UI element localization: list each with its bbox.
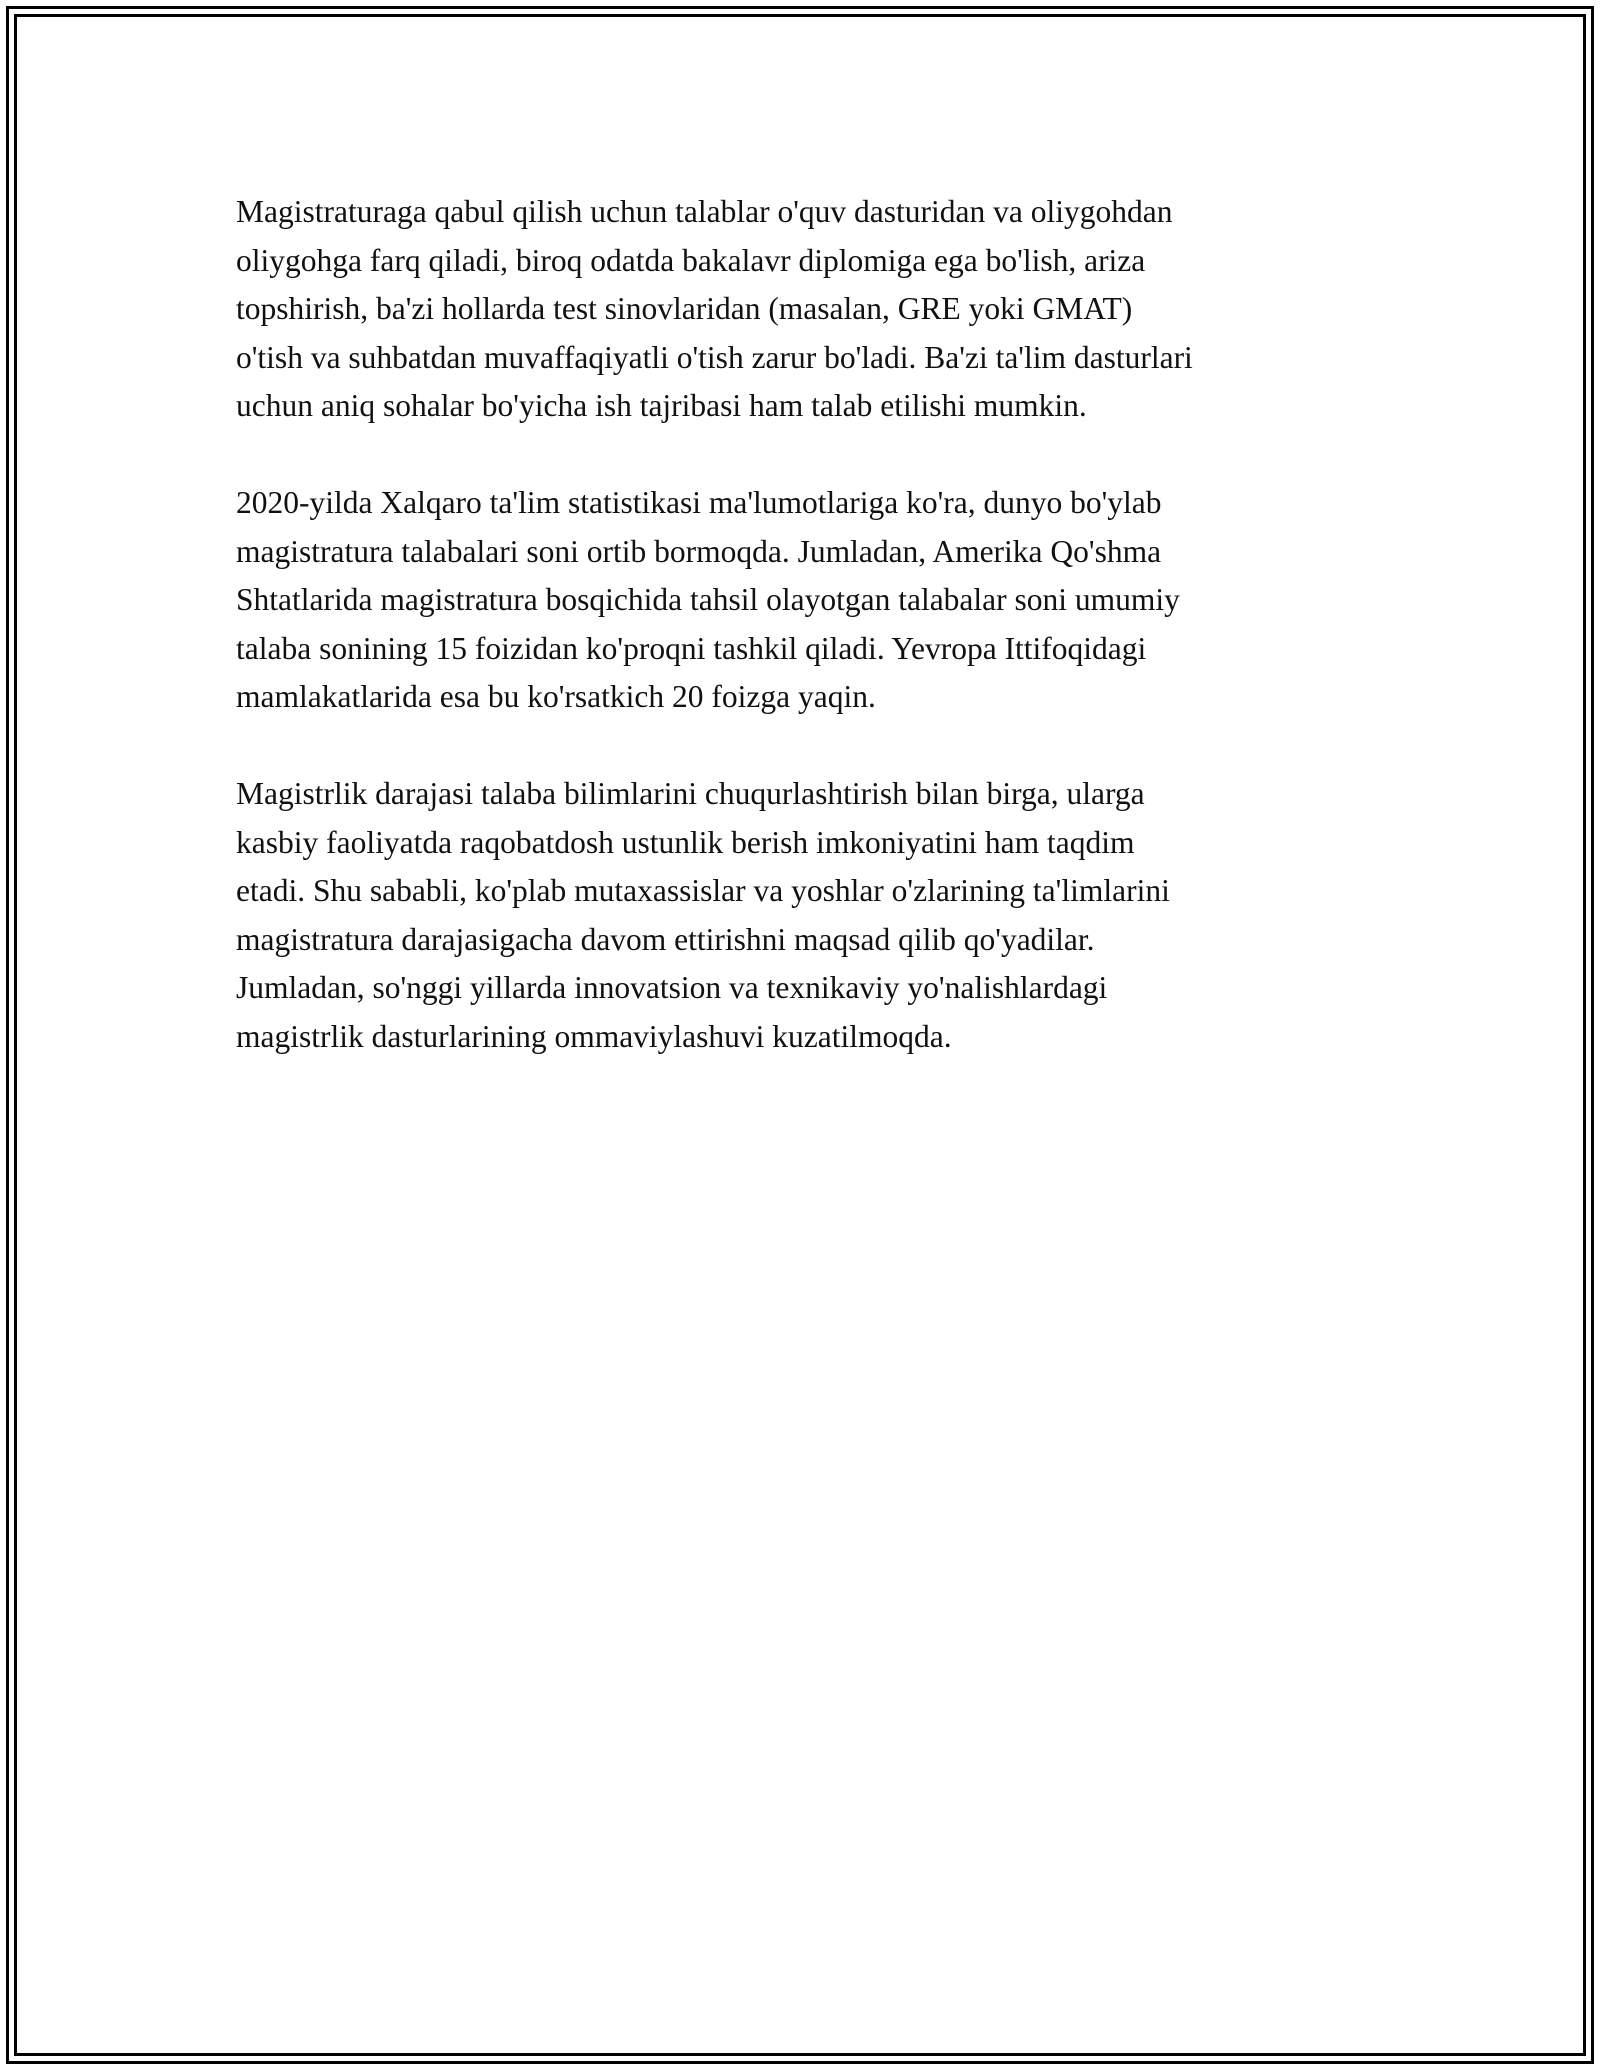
text-line: magistratura talabalari soni ortib bormoqda. Jumladan, Amerika Qo'shma: [236, 533, 1162, 569]
text-line: Magistraturaga qabul qilish uchun talablar o'quv dasturidan va oliygohdan: [236, 194, 1173, 229]
text-line: Jumladan, so'nggi yillarda innovatsion va texnikaviy yo'nalishlardagi: [236, 970, 1108, 1005]
text-line: mamlakatlarida esa bu ko'rsatkich 20 foizga yaqin.: [236, 679, 876, 714]
text-line: kasbiy faoliyatda raqobatdosh ustunlik berish imkoniyatini ham taqdim: [236, 824, 1135, 860]
paragraph-admission-requirements: [236, 188, 1366, 431]
text-line: uchun aniq sohalar bo'yicha ish tajribasi ham talab etilishi mumkin.: [236, 388, 1087, 423]
text-line: magistrlik dasturlarining ommaviylashuvi kuzatilmoqda.: [236, 1018, 952, 1054]
paragraph-masters-benefits: [236, 770, 1366, 1061]
text-line: talaba sonining 15 foizidan ko'proqni tashkil qiladi. Yevropa Ittifoqidagi: [236, 630, 1147, 666]
text-line: etadi. Shu sababli, ko'plab mutaxassislar va yoshlar o'zlarining ta'limlarini: [236, 873, 1170, 908]
paragraph-statistics: [236, 479, 1366, 722]
text-line: 2020-yilda Xalqaro ta'lim statistikasi ma'lumotlariga ko'ra, dunyo bo'ylab: [236, 485, 1162, 520]
text-line: magistratura darajasigacha davom ettirishni maqsad qilib qo'yadilar.: [236, 921, 1095, 957]
text-line: topshirish, ba'zi hollarda test sinovlaridan (masalan, GRE yoki GMAT): [236, 291, 1133, 326]
text-line: Shtatlarida magistratura bosqichida tahsil olayotgan talabalar soni umumiy: [236, 582, 1180, 617]
text-line: oliygohga farq qiladi, biroq odatda bakalavr diplomiga ega bo'lish, ariza: [236, 242, 1146, 278]
text-line: o'tish va suhbatdan muvaffaqiyatli o'tish zarur bo'ladi. Ba'zi ta'lim dasturlari: [236, 339, 1193, 375]
document-body: [236, 188, 1366, 1110]
text-line: Magistrlik darajasi talaba bilimlarini chuqurlashtirish bilan birga, ularga: [236, 776, 1145, 811]
